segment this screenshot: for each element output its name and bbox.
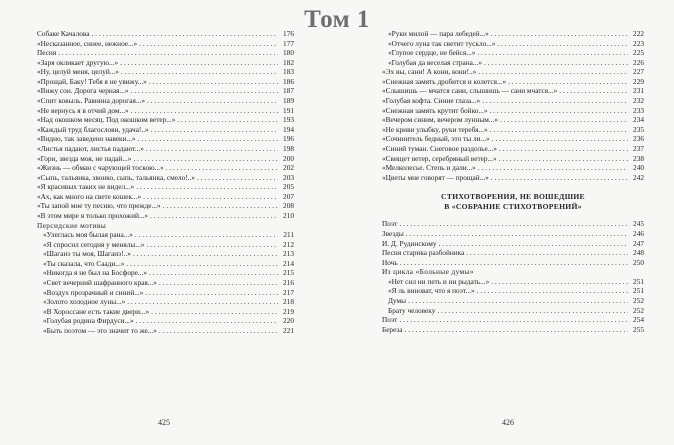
toc-leader-dots [139, 39, 278, 49]
toc-entry-title: «Глупое сердце, не бейся...» [388, 48, 476, 58]
toc-entry-page: 235 [633, 124, 644, 134]
toc-entry-title: «Над окошком месяц. Под окошком ветер...» [37, 115, 176, 125]
toc-entry-title: «Прощай, Баку! Тебя я не увижу...» [37, 76, 147, 86]
toc-entry-page: 196 [283, 134, 294, 144]
toc-entry-title: Брату человеку [388, 305, 436, 315]
toc-entry-page: 194 [283, 124, 294, 134]
toc-leader-dots [149, 268, 278, 278]
toc-entry-title: «Голубая кофта. Синие глаза...» [382, 96, 481, 106]
toc-entry-page: 242 [633, 172, 644, 182]
toc-leader-dots [126, 259, 278, 269]
toc-entry [382, 286, 644, 296]
toc-entry-title: Собаке Качалова [37, 29, 90, 38]
toc-entry [37, 268, 294, 278]
toc-list-persian-motifs [37, 230, 294, 335]
toc-entry [37, 115, 294, 125]
toc-leader-dots [133, 249, 278, 259]
toc-entry [37, 316, 294, 326]
toc-leader-dots [466, 248, 628, 258]
toc-entry [382, 106, 644, 116]
toc-entry-title: «Сыпь, тальянка, звонко, сыпь, тальянка, смело!..» [37, 172, 196, 182]
toc-entry [37, 154, 294, 164]
toc-entry-title: «Цветы мне говорят — прощай...» [382, 172, 489, 182]
toc-entry [382, 277, 644, 287]
toc-leader-dots [491, 277, 628, 287]
toc-leader-dots [491, 173, 628, 183]
toc-entry-page: 215 [283, 268, 294, 278]
toc-entry-title: «Спит ковыль. Равнина дорогая...» [37, 96, 146, 106]
toc-entry-page: 186 [283, 76, 294, 86]
toc-entry [382, 96, 644, 106]
toc-leader-dots [400, 258, 628, 268]
toc-entry [37, 297, 294, 307]
toc-entry-page: 234 [633, 115, 644, 125]
toc-leader-dots [135, 230, 278, 240]
toc-entry-title: Поэт [382, 315, 398, 325]
toc-leader-dots [499, 144, 628, 154]
toc-entry-page: 251 [633, 276, 644, 286]
toc-leader-dots [497, 39, 628, 49]
toc-entry-page: 247 [633, 238, 644, 248]
toc-leader-dots [399, 219, 628, 229]
toc-entry-page: 207 [283, 191, 294, 201]
toc-leader-dots [136, 182, 278, 192]
section-title-line-2: В «СОБРАНИЕ СТИХОТВОРЕНИЙ» [444, 201, 582, 211]
toc-leader-dots [437, 306, 628, 316]
toc-entry [37, 240, 294, 250]
toc-entry-title: «Нет сил ни петь и ни рыдать...» [388, 276, 490, 286]
toc-entry-page: 232 [633, 96, 644, 106]
toc-leader-dots [408, 296, 628, 306]
toc-leader-dots [499, 154, 628, 164]
toc-leader-dots [136, 316, 278, 326]
toc-entry [37, 29, 294, 39]
toc-leader-dots [399, 315, 628, 325]
toc-entry [37, 86, 294, 96]
toc-entry-title: «Мелколесье. Степь и дали...» [382, 163, 476, 173]
toc-leader-dots [58, 48, 278, 58]
toc-entry-page: 200 [283, 153, 294, 163]
toc-entry-title: «Никогда я не был на Босфоре...» [43, 268, 147, 278]
toc-leader-dots [508, 77, 628, 87]
toc-list-tail [382, 315, 644, 334]
toc-leader-dots [143, 192, 278, 202]
toc-entry-page: 219 [283, 306, 294, 316]
toc-entry-page: 252 [633, 296, 644, 306]
toc-entry-page: 252 [633, 305, 644, 315]
toc-entry-page: 216 [283, 278, 294, 288]
toc-leader-dots [163, 201, 278, 211]
toc-entry-page: 248 [633, 248, 644, 258]
toc-entry-title: «Отчего луна так светит тускло...» [388, 38, 496, 48]
toc-entry [37, 249, 294, 259]
toc-list-right [382, 29, 644, 182]
toc-entry [37, 67, 294, 77]
toc-entry [382, 86, 644, 96]
toc-entry [37, 134, 294, 144]
toc-entry [382, 296, 644, 306]
toc-entry-page: 176 [283, 29, 294, 38]
toc-entry-title: «В Хороссане есть такие двери...» [43, 306, 150, 316]
toc-entry-page: 221 [283, 325, 294, 335]
toc-entry-title: Звезды [382, 229, 404, 239]
toc-entry-title: «Эх вы, сани! А кони, кони!..» [382, 67, 477, 77]
toc-leader-dots [166, 163, 278, 173]
toc-entry-page: 223 [633, 38, 644, 48]
toc-entry [37, 259, 294, 269]
toc-entry [37, 173, 294, 183]
toc-leader-dots [482, 96, 628, 106]
toc-entry-page: 254 [633, 315, 644, 325]
toc-entry-title: «Свищет ветер, серебряный ветер...» [382, 153, 497, 163]
toc-entry-page: 193 [283, 115, 294, 125]
toc-leader-dots [490, 125, 628, 135]
toc-entry-page: 205 [283, 182, 294, 192]
toc-entry [382, 125, 644, 135]
toc-leader-dots [477, 286, 628, 296]
toc-entry [37, 77, 294, 87]
toc-entry-page: 187 [283, 86, 294, 96]
toc-entry [382, 306, 644, 316]
toc-entry-page: 213 [283, 249, 294, 259]
toc-entry-title: «Не вернусь я в отчий дом...» [37, 105, 129, 115]
toc-entry-title: Береза [382, 324, 403, 334]
toc-entry-title: «Руки милой — пара лебедей...» [388, 29, 489, 38]
toc-entry [37, 278, 294, 288]
toc-entry [382, 239, 644, 249]
toc-entry-page: 202 [283, 163, 294, 173]
toc-leader-dots [147, 96, 278, 106]
toc-leader-dots [405, 325, 628, 335]
toc-entry-page: 246 [633, 229, 644, 239]
toc-leader-dots [159, 326, 278, 336]
toc-entry [37, 288, 294, 298]
toc-entry-title: «Заря окликает другую...» [37, 57, 119, 67]
toc-entry [37, 48, 294, 58]
toc-entry-page: 177 [283, 38, 294, 48]
toc-entry-page: 250 [633, 257, 644, 267]
toc-entry [382, 315, 644, 325]
toc-entry-title: «Голубая родина Фирдуси...» [43, 316, 134, 326]
toc-leader-dots [131, 86, 278, 96]
toc-entry-title: «Улеглась моя былая рана...» [43, 230, 133, 240]
toc-entry-title: «Снежная замять крутит бойко...» [382, 105, 488, 115]
toc-entry [382, 48, 644, 58]
toc-entry-page: 217 [283, 287, 294, 297]
toc-entry-title: Песня [37, 48, 57, 58]
toc-entry-page: 203 [283, 172, 294, 182]
toc-entry-page: 226 [633, 57, 644, 67]
toc-entry-page: 220 [283, 316, 294, 326]
volume-title: Том 1 [304, 6, 370, 33]
toc-entry-title: «Воздух прозрачный и синий...» [43, 287, 144, 297]
toc-entry-page: 222 [633, 29, 644, 38]
toc-leader-dots [197, 173, 278, 183]
toc-entry-page: 183 [283, 67, 294, 77]
toc-leader-dots [151, 125, 278, 135]
toc-entry-title: «Синий туман. Снеговое раздолье...» [382, 143, 497, 153]
toc-entry-title: Песня старика разбойника [382, 248, 465, 258]
toc-entry-title: «Вижу сон. Дорога черная...» [37, 86, 129, 96]
toc-leader-dots [490, 106, 628, 116]
section-title-line-1: СТИХОТВОРЕНИЯ, НЕ ВОШЕДШИЕ [441, 192, 585, 202]
toc-entry-title: Поэт [382, 219, 398, 229]
toc-leader-dots [492, 134, 628, 144]
toc-entry-page: 255 [633, 324, 644, 334]
group-heading-sick-thoughts: Из цикла «Больные думы» [382, 267, 474, 277]
toc-entry [37, 144, 294, 154]
toc-entry-title: «Ах, как много на свете кошек...» [37, 191, 142, 201]
toc-entry-page: 212 [283, 239, 294, 249]
toc-leader-dots [477, 48, 628, 58]
toc-entry-title: Думы [388, 296, 407, 306]
toc-entry [37, 182, 294, 192]
page-number-left: 425 [158, 418, 170, 427]
toc-entry-title: «В этом мире я только прохожий...» [37, 210, 149, 220]
toc-entry-page: 180 [283, 48, 294, 58]
toc-leader-dots [127, 297, 278, 307]
toc-entry-title: «Видно, так заведено навеки...» [37, 134, 136, 144]
toc-entry [382, 154, 644, 164]
toc-entry-title: «Ну, целуй меня, целуй...» [37, 67, 119, 77]
toc-entry [382, 39, 644, 49]
toc-entry-page: 237 [633, 143, 644, 153]
toc-entry [382, 229, 644, 239]
toc-entry [382, 163, 644, 173]
toc-entry-title: «Вечером синим, вечером лунным...» [382, 115, 499, 125]
toc-entry-page: 208 [283, 201, 294, 211]
toc-entry [37, 58, 294, 68]
toc-entry [382, 144, 644, 154]
toc-entry-page: 227 [633, 67, 644, 77]
toc-entry-title: «Гори, звезда моя, не падай...» [37, 153, 132, 163]
group-heading-persian-motifs: Персидские мотивы [37, 220, 107, 230]
toc-leader-dots [131, 106, 278, 116]
toc-entry-page: 214 [283, 258, 294, 268]
toc-entry [37, 230, 294, 240]
toc-leader-dots [150, 211, 278, 221]
toc-entry-page: 191 [283, 105, 294, 115]
toc-entry-title: «Ты сказала, что Саади...» [43, 258, 125, 268]
toc-entry-title: «Жизнь — обман с чарующей тоскою...» [37, 163, 164, 173]
toc-entry-title: «Несказанное, синее, нежное...» [37, 38, 138, 48]
toc-entry-page: 240 [633, 163, 644, 173]
toc-leader-dots [91, 29, 278, 39]
left-page-toc [37, 29, 294, 336]
toc-entry-title: «Снежная замять дробится и колется...» [382, 76, 507, 86]
toc-leader-dots [491, 29, 628, 39]
section-spacer [382, 182, 644, 192]
toc-entry-title: «Голубая да веселая страна...» [388, 57, 482, 67]
toc-entry-title: «Быть поэтом — это значит то же...» [43, 325, 157, 335]
toc-leader-dots [478, 67, 628, 77]
toc-entry-page: 189 [283, 96, 294, 106]
toc-entry-title: «Я ль виноват, что я поэт...» [388, 286, 475, 296]
toc-entry-page: 198 [283, 143, 294, 153]
toc-entry-title: «Свет вечерний шафранного края...» [43, 278, 157, 288]
toc-entry-title: «Шаганэ ты моя, Шаганэ!..» [43, 249, 131, 259]
toc-entry-title: «Каждый труд благослови, удача!..» [37, 124, 149, 134]
right-page-toc [382, 29, 644, 334]
toc-leader-dots [559, 86, 628, 96]
toc-entry-page: 218 [283, 297, 294, 307]
toc-list-sick-thoughts [382, 277, 644, 315]
toc-leader-dots [138, 134, 278, 144]
toc-entry-page: 229 [633, 76, 644, 86]
toc-entry [37, 96, 294, 106]
toc-entry-page: 245 [633, 219, 644, 229]
toc-list-left [37, 29, 294, 221]
toc-leader-dots [121, 67, 278, 77]
toc-entry [382, 219, 644, 229]
toc-entry [37, 201, 294, 211]
toc-entry-page: 233 [633, 105, 644, 115]
toc-leader-dots [145, 288, 278, 298]
toc-leader-dots [133, 154, 278, 164]
toc-entry-title: И. Д. Рудинскому [382, 238, 437, 248]
toc-entry [382, 115, 644, 125]
toc-entry [382, 248, 644, 258]
toc-entry-page: 231 [633, 86, 644, 96]
toc-entry [37, 326, 294, 336]
toc-entry [382, 258, 644, 268]
toc-leader-dots [146, 144, 278, 154]
toc-entry [382, 58, 644, 68]
toc-leader-dots [478, 163, 628, 173]
toc-entry [382, 134, 644, 144]
toc-entry-title: «Я спросил сегодня у менялы...» [43, 239, 145, 249]
toc-list-uncollected [382, 219, 644, 267]
toc-entry [37, 192, 294, 202]
toc-entry [382, 67, 644, 77]
toc-entry-title: «Слышишь — мчатся сани, слышишь — сани мчатся...» [382, 86, 558, 96]
page-number-right: 426 [502, 418, 514, 427]
toc-entry [37, 163, 294, 173]
toc-entry [382, 29, 644, 39]
toc-entry-title: «Я красивых таких не видел...» [37, 182, 135, 192]
toc-leader-dots [484, 58, 628, 68]
toc-leader-dots [151, 307, 278, 317]
toc-entry-page: 211 [283, 230, 294, 240]
toc-leader-dots [500, 115, 628, 125]
toc-entry-page: 251 [633, 286, 644, 296]
toc-entry-title: «Листья падают, листья падают...» [37, 143, 144, 153]
toc-entry-page: 225 [633, 48, 644, 58]
toc-leader-dots [120, 58, 278, 68]
toc-leader-dots [149, 77, 278, 87]
toc-leader-dots [439, 239, 628, 249]
toc-entry [37, 125, 294, 135]
toc-leader-dots [159, 278, 278, 288]
toc-entry-page: 236 [633, 134, 644, 144]
toc-entry [37, 39, 294, 49]
toc-entry [382, 77, 644, 87]
toc-entry [37, 211, 294, 221]
toc-entry-page: 238 [633, 153, 644, 163]
toc-entry-title: «Сочинитель бедный, это ты ли...» [382, 134, 490, 144]
toc-entry-title: «Ты запой мне ту песню, что прежде...» [37, 201, 161, 211]
toc-entry [382, 325, 644, 335]
toc-entry-title: «Золото холодное луны...» [43, 297, 126, 307]
toc-leader-dots [146, 240, 278, 250]
toc-entry-title: «Не криви улыбку, руки теребя...» [382, 124, 488, 134]
toc-entry-page: 182 [283, 57, 294, 67]
toc-leader-dots [406, 229, 628, 239]
toc-entry-page: 210 [283, 210, 294, 220]
toc-leader-dots [177, 115, 278, 125]
toc-entry-title: Ночь [382, 257, 398, 267]
toc-entry [37, 307, 294, 317]
toc-entry [382, 173, 644, 183]
toc-entry [37, 106, 294, 116]
